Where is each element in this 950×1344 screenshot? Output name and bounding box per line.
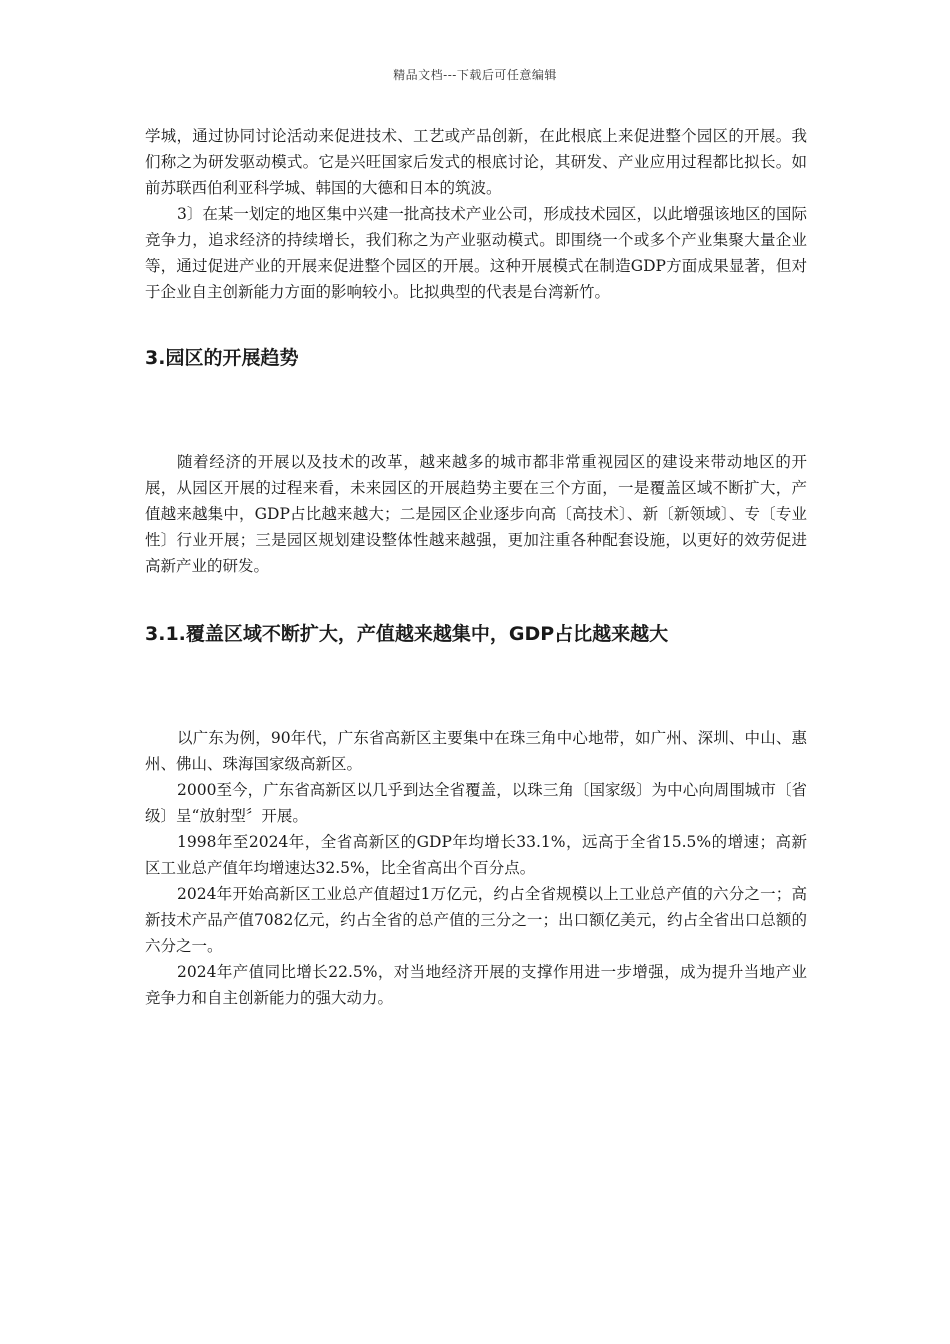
section-heading-3: 3.园区的开展趋势 xyxy=(145,347,299,369)
paragraph-growth-rate: 2024年产值同比增长22.5%，对当地经济开展的支撑作用进一步增强，成为提升当地产业竞争力和自主创新能力的强大动力。 xyxy=(145,963,807,1007)
paragraph-gdp-growth: 1998年至2024年，全省高新区的GDP年均增长33.1%，远高于全省15.5%的增速；高新区工业总产值年均增速达32.5%，比全省高出个百分点。 xyxy=(145,833,807,877)
paragraph-continued: 学城，通过协同讨论活动来促进技术、工艺或产品创新，在此根底上来促进整个园区的开展。我们称之为研发驱动模式。它是兴旺国家后发式的根底讨论，其研发、产业应用过程都比拟长。如前苏联西伯利亚科学城、韩国的大德和日本的筑波。 xyxy=(145,127,807,197)
section-heading-3-1: 3.1.覆盖区域不断扩大，产值越来越集中，GDP占比越来越大 xyxy=(145,623,669,645)
paragraph-development-trends: 随着经济的开展以及技术的改革，越来越多的城市都非常重视园区的建设来带动地区的开展，从园区开展的过程来看，未来园区的开展趋势主要在三个方面，一是覆盖区域不断扩大，产值越来越集中，GDP占比越来越大；二是园区企业逐步向高〔高技术〕、新〔新领域〕、专〔专业性〕行业开展；三是园区规划建设整体性越来越强，更加注重各种配套设施，以更好的效劳促进高新产业的研发。 xyxy=(145,453,807,575)
paragraph-output-value: 2024年开始高新区工业总产值超过1万亿元，约占全省规模以上工业总产值的六分之一；高新技术产品产值7082亿元，约占全省的总产值的三分之一；出口额亿美元，约占全省出口总额的六分之一。 xyxy=(145,885,807,955)
page-header: 精品文档---下载后可任意编辑 xyxy=(393,68,557,82)
paragraph-coverage-2000: 2000至今，广东省高新区以几乎到达全省覆盖，以珠三角〔国家级〕为中心向周围城市〔省级〕呈“放射型〞开展。 xyxy=(145,781,807,825)
paragraph-industry-driven-mode: 3〕在某一划定的地区集中兴建一批高技术产业公司，形成技术园区，以此增强该地区的国际竞争力，追求经济的持续增长，我们称之为产业驱动模式。即围绕一个或多个产业集聚大量企业等，通过促进产业的开展来促进整个园区的开展。这种开展模式在制造GDP方面成果显著，但对于企业自主创新能力方面的影响较小。比拟典型的代表是台湾新竹。 xyxy=(145,205,807,301)
paragraph-guangdong-example: 以广东为例，90年代，广东省高新区主要集中在珠三角中心地带，如广州、深圳、中山、惠州、佛山、珠海国家级高新区。 xyxy=(145,729,807,773)
document-body xyxy=(145,123,807,1011)
